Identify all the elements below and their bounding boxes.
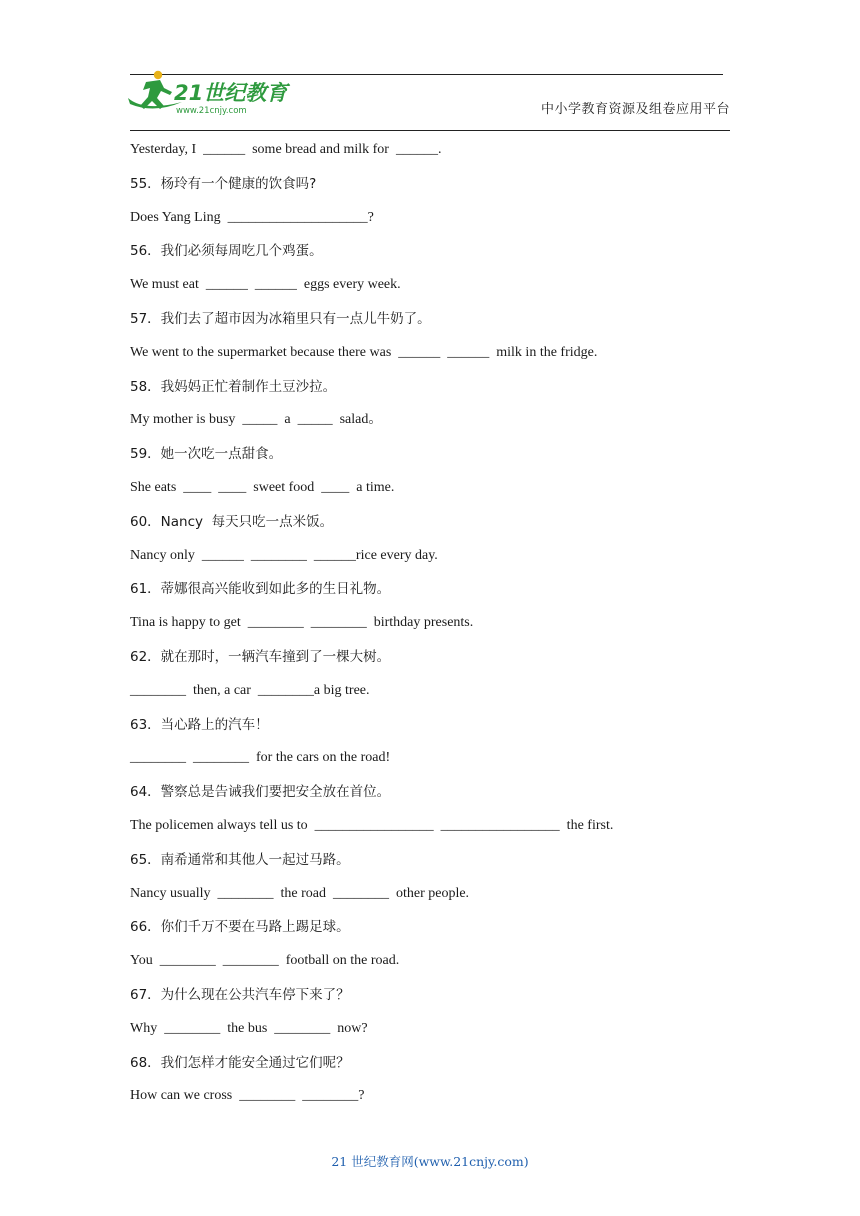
question-prompt: 61．蒂娜很高兴能收到如此多的生日礼物。 [130, 581, 391, 598]
page-header [0, 0, 860, 140]
header-bottom-rule [130, 130, 730, 131]
answer-sentence: How can we cross ________ ________? [130, 1088, 365, 1104]
answer-sentence: ________ ________ for the cars on the road! [130, 750, 391, 766]
question-prompt: 64．警察总是告诫我们要把安全放在首位。 [130, 784, 391, 801]
answer-sentence: We must eat ______ ______ eggs every week. [130, 277, 401, 293]
answer-sentence: The policemen always tell us to _________________ _________________ the first. [130, 817, 614, 833]
answer-sentence: ________ then, a car ________a big tree. [130, 682, 370, 698]
question-prompt: 56．我们必须每周吃几个鸡蛋。 [130, 243, 323, 260]
platform-title: 中小学教育资源及组卷应用平台 [540, 102, 730, 117]
answer-sentence: Nancy usually ________ the road ________ other people. [130, 885, 470, 901]
answer-sentence: Nancy only ______ ________ ______rice every day. [130, 547, 438, 563]
page-footer: 21 世纪教育网(www.21cnjy.com) [331, 1154, 529, 1169]
question-prompt: 60．Nancy 每天只吃一点米饭。 [130, 513, 334, 530]
question-prompt: 62．就在那时，一辆汽车撞到了一棵大树。 [130, 648, 391, 665]
question-prompt: 67．为什么现在公共汽车停下来了？ [130, 986, 350, 1003]
answer-sentence: She eats ____ ____ sweet food ____ a time. [130, 479, 395, 495]
logo-text: 21世纪教育 [174, 81, 288, 105]
answer-sentence: Yesterday, I ______ some bread and milk for ______. [130, 142, 442, 157]
question-prompt: 65．南希通常和其他人一起过马路。 [130, 851, 350, 868]
exercise-content [130, 140, 730, 1120]
question-prompt: 58．我妈妈正忙着制作土豆沙拉。 [130, 378, 337, 395]
logo-url: www.21cnjy.com [176, 106, 247, 116]
answer-sentence: Why ________ the bus ________ now? [130, 1020, 368, 1036]
21cnjy-logo [124, 68, 294, 118]
answer-sentence: My mother is busy _____ a _____ salad。 [130, 412, 383, 428]
answer-sentence: Does Yang Ling ____________________? [130, 209, 374, 225]
answer-sentence: We went to the supermarket because there was ______ ______ milk in the fridge. [130, 344, 598, 360]
question-prompt: 57．我们去了超市因为冰箱里只有一点儿牛奶了。 [130, 310, 431, 327]
question-prompt: 59．她一次吃一点甜食。 [130, 446, 283, 463]
answer-sentence: Tina is happy to get ________ ________ birthday presents. [130, 615, 474, 631]
question-prompt: 68．我们怎样才能安全通过它们呢？ [130, 1054, 350, 1071]
answer-sentence: You ________ ________ football on the road. [130, 953, 400, 969]
question-prompt: 66．你们千万不要在马路上踢足球。 [130, 919, 350, 936]
question-prompt: 63．当心路上的汽车！ [130, 716, 269, 733]
question-prompt: 55．杨玲有一个健康的饮食吗? [130, 175, 317, 192]
